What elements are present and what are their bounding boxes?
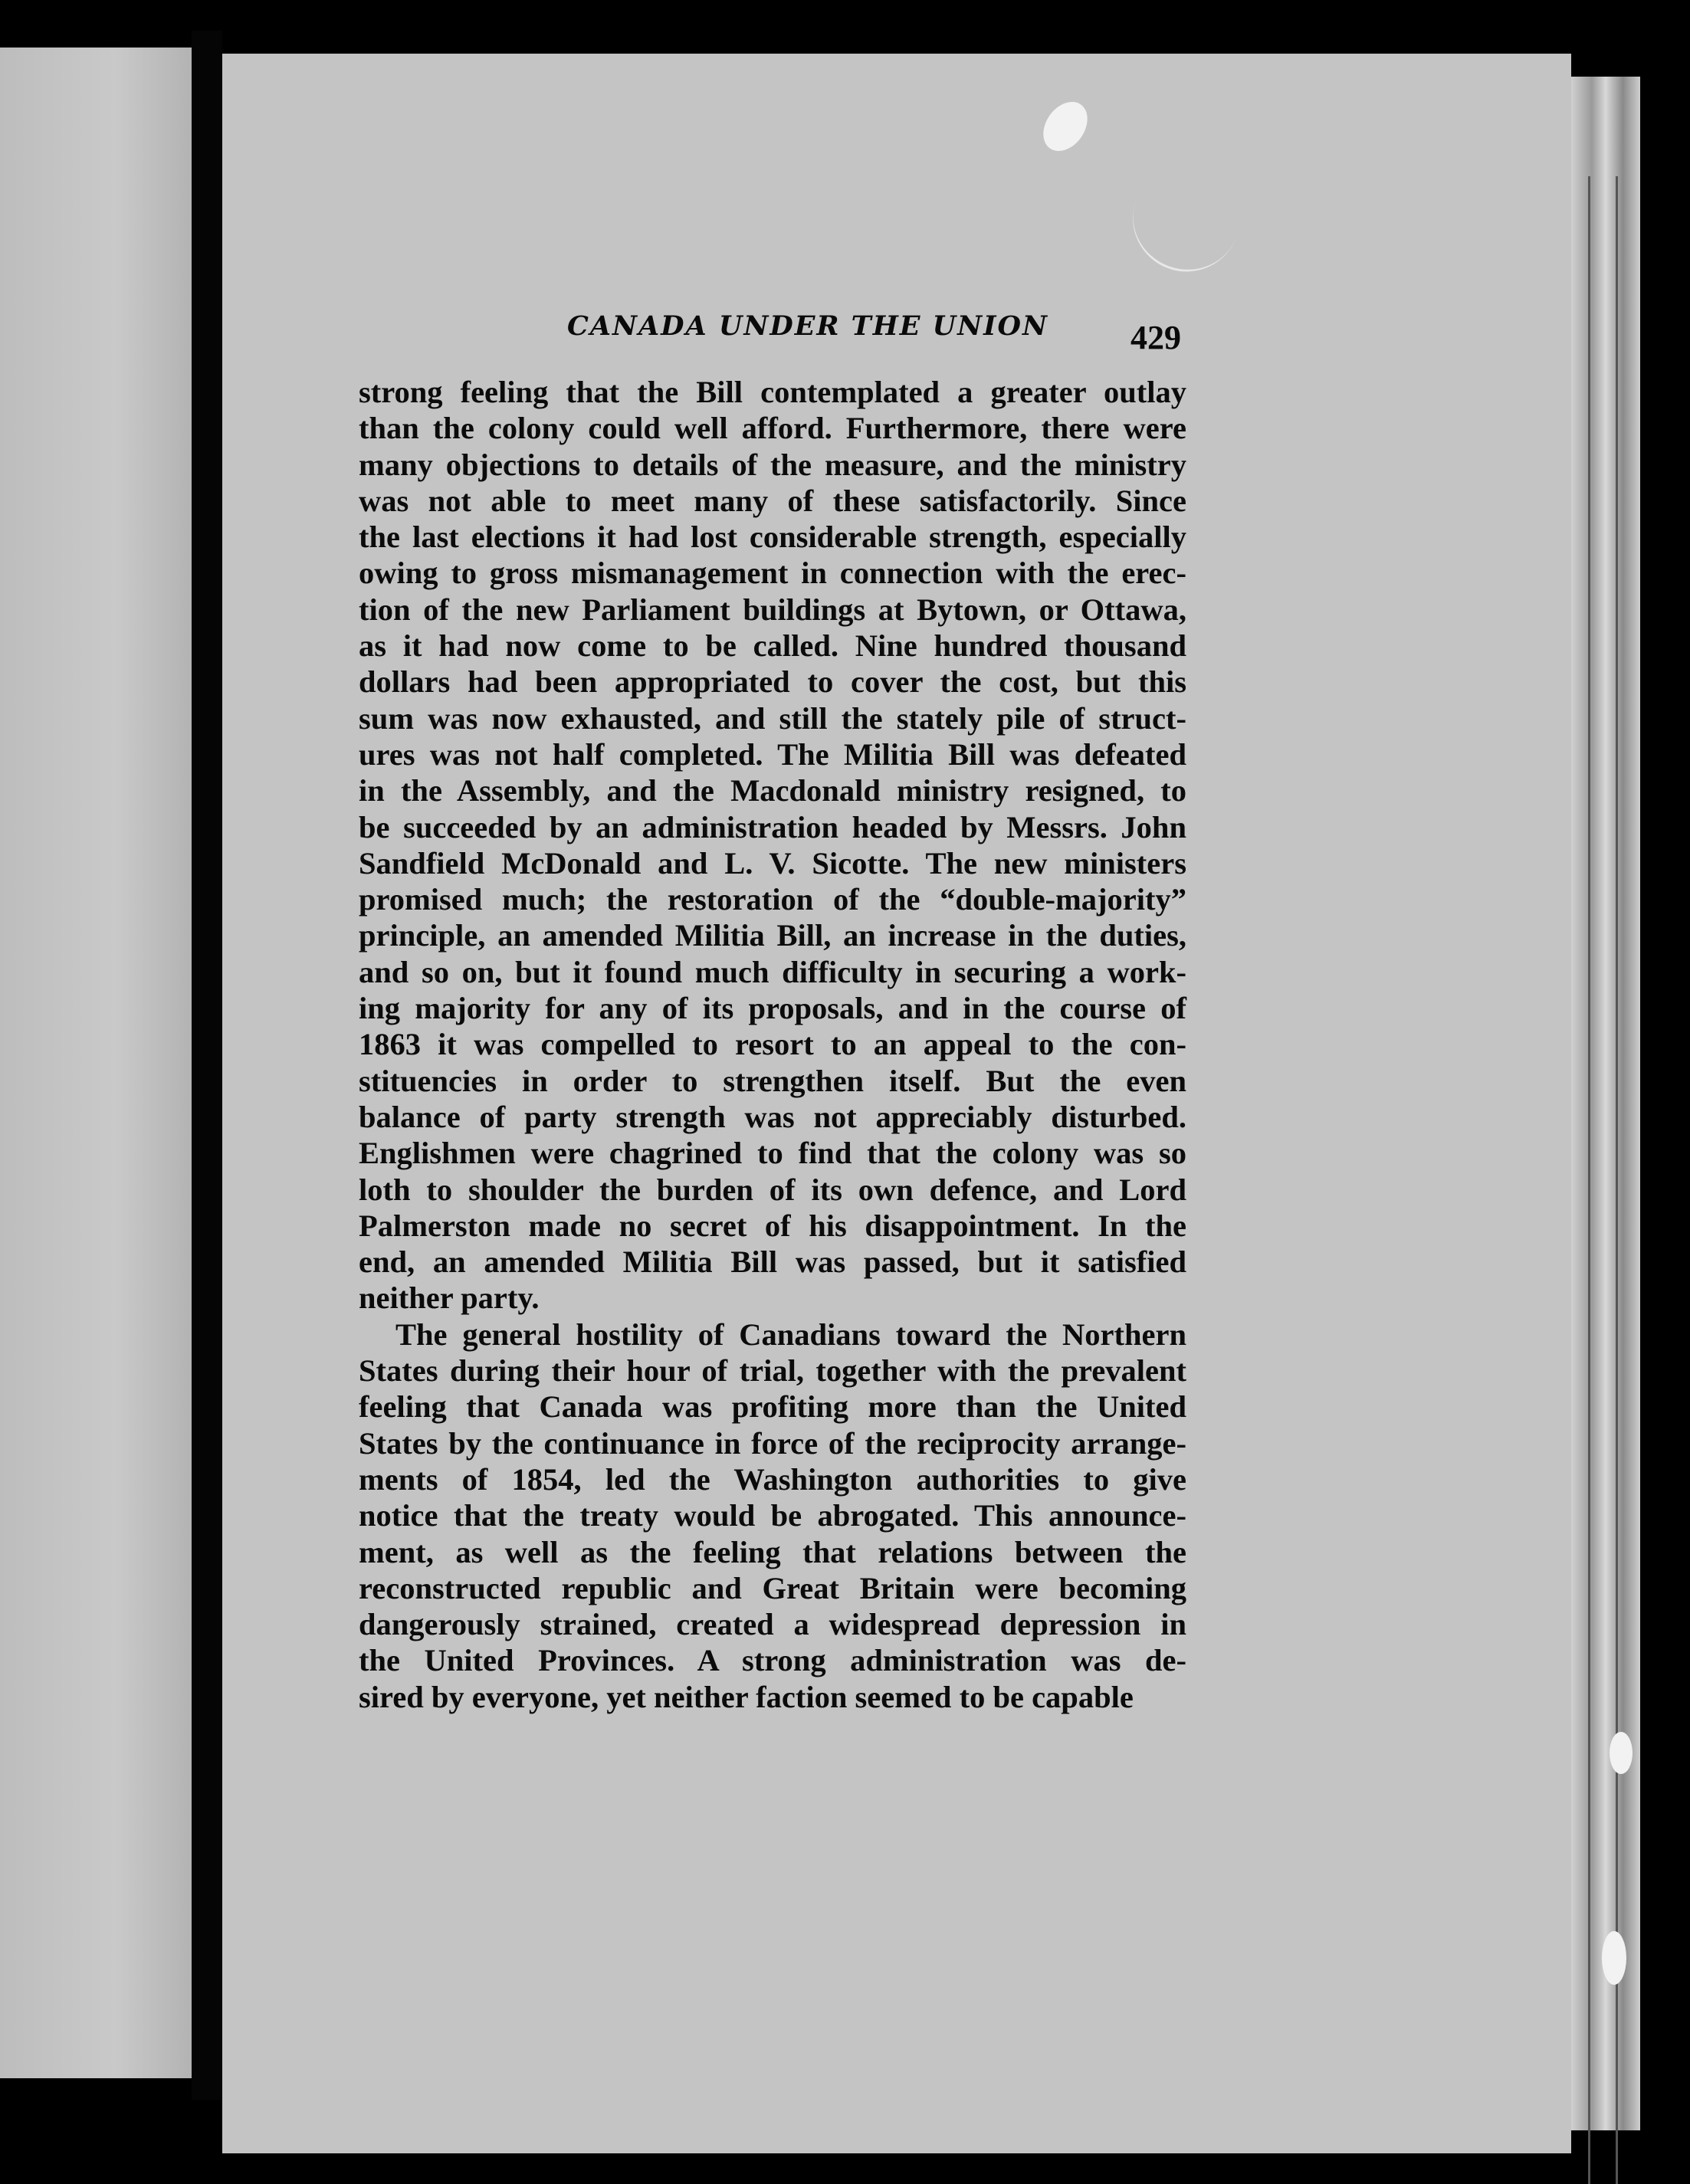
- text-line: in the Assembly, and the Macdonald ministry resigned, to: [359, 773, 1186, 808]
- text-line: neither party.: [359, 1281, 540, 1316]
- text-line: strong feeling that the Bill contemplated a greater outlay: [359, 375, 1186, 409]
- text-line: feeling that Canada was profiting more than the United: [359, 1389, 1186, 1425]
- text-line: than the colony could well afford. Furthermore, there were: [359, 411, 1186, 446]
- text-line: promised much; the restoration of the “double-majority”: [359, 882, 1186, 917]
- text-line: owing to gross mismanagement in connection with the erec-: [359, 556, 1186, 591]
- page-edge-line: [1588, 176, 1590, 2184]
- text-line: be succeeded by an administration headed by Messrs. John: [359, 809, 1186, 844]
- running-head: CANADA UNDER THE UNION: [567, 310, 1049, 342]
- page-stack-edge: [1571, 77, 1640, 2130]
- text-line: many objections to details of the measure, and the ministry: [359, 447, 1186, 482]
- facing-page-edge: [0, 48, 192, 2078]
- text-line: the United Provinces. A strong administration was de-: [359, 1643, 1186, 1678]
- text-line: ures was not half completed. The Militia Bill was defeated: [359, 736, 1186, 772]
- text-line: dangerously strained, created a widespread depression in: [359, 1607, 1186, 1642]
- text-line: principle, an amended Militia Bill, an increase in the duties,: [359, 918, 1186, 953]
- text-line: was not able to meet many of these satisfactorily. Since: [359, 483, 1186, 518]
- text-line: reconstructed republic and Great Britain were becoming: [359, 1570, 1186, 1605]
- scan-speck: [1034, 93, 1096, 159]
- text-line: and so on, but it found much difficulty in securing a work-: [359, 954, 1186, 989]
- paragraph: [359, 1317, 1186, 1715]
- scan-speck: [1602, 1931, 1626, 1985]
- text-line: notice that the treaty would be abrogated. This announce-: [359, 1498, 1186, 1533]
- text-line: end, an amended Militia Bill was passed, but it satisfied: [359, 1244, 1186, 1280]
- text-line: States by the continuance in force of the reciprocity arrange-: [359, 1425, 1186, 1461]
- text-line: Palmerston made no secret of his disappointment. In the: [359, 1208, 1186, 1243]
- text-line: as it had now come to be called. Nine hundred thousand: [359, 628, 1186, 664]
- text-line: States during their hour of trial, together with the prevalent: [359, 1353, 1186, 1389]
- text-line: ment, as well as the feeling that relations between the: [359, 1534, 1186, 1569]
- scan-speck: [1610, 1732, 1633, 1774]
- body-text: [359, 374, 1186, 1715]
- text-line: dollars had been appropriated to cover the cost, but this: [359, 664, 1186, 700]
- text-line: sired by everyone, yet neither faction seemed to be capable: [359, 1679, 1134, 1714]
- text-line: sum was now exhausted, and still the stately pile of struct-: [359, 700, 1186, 736]
- text-line: ing majority for any of its proposals, and in the course of: [359, 991, 1186, 1026]
- text-line: balance of party strength was not appreciably disturbed.: [359, 1099, 1186, 1134]
- text-line: Sandfield McDonald and L. V. Sicotte. The new ministers: [359, 845, 1186, 880]
- paragraph: [359, 374, 1186, 1317]
- text-line: 1863 it was compelled to resort to an appeal to the con-: [359, 1027, 1186, 1062]
- scan-artifact-arc: [1117, 183, 1242, 287]
- text-line: Englishmen were chagrined to find that the colony was so: [359, 1136, 1186, 1171]
- text-line: tion of the new Parliament buildings at Bytown, or Ottawa,: [359, 592, 1186, 627]
- page-edge-line: [1616, 176, 1618, 2184]
- text-line: The general hostility of Canadians toward the Northern: [395, 1317, 1186, 1352]
- book-gutter: [192, 31, 222, 2100]
- text-line: the last elections it had lost considerable strength, especially: [359, 520, 1186, 555]
- text-line: loth to shoulder the burden of its own defence, and Lord: [359, 1172, 1186, 1207]
- page-number: 429: [1130, 319, 1181, 356]
- text-line: stituencies in order to strengthen itself. But the even: [359, 1063, 1186, 1098]
- text-line: ments of 1854, led the Washington authorities to give: [359, 1461, 1186, 1497]
